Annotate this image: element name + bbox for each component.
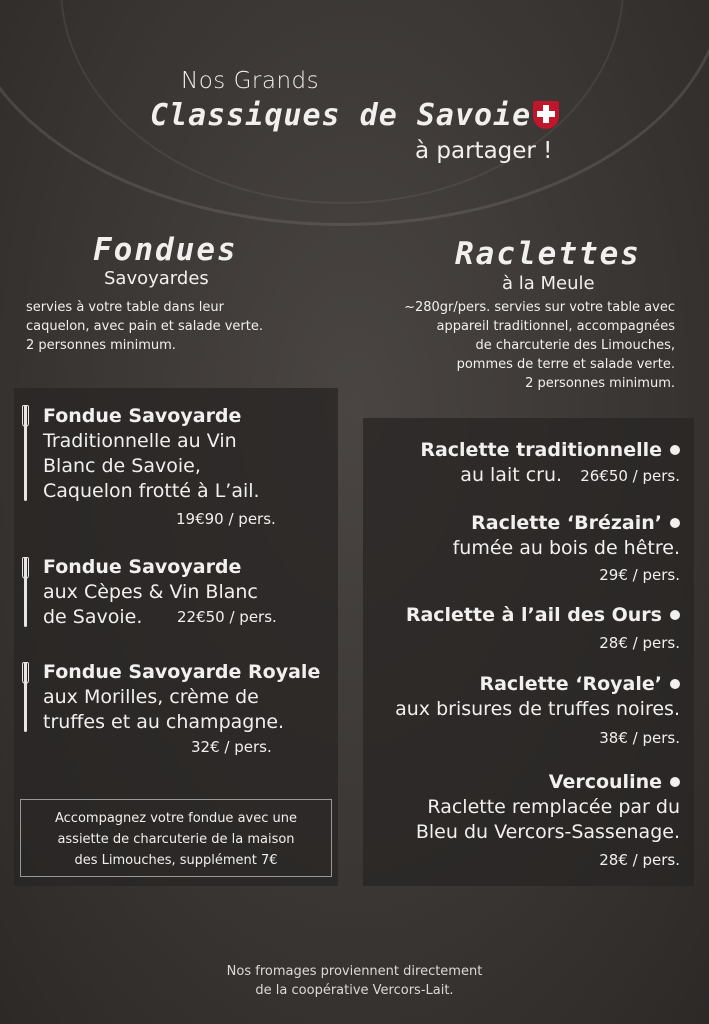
fork-icon: [24, 405, 27, 501]
raclette-item-desc: aux brisures de truffes noires.: [395, 698, 680, 720]
fondue-item-desc: aux Cèpes & Vin Blanc de Savoie.: [43, 581, 258, 628]
fork-icon: [24, 662, 27, 732]
raclette-item-1: [420, 438, 680, 489]
fondue-item-3: [43, 660, 338, 735]
header-title: Classiques de Savoie: [150, 98, 532, 133]
fondue-item-1: [43, 404, 333, 504]
fondues-subtitle: Savoyardes: [104, 268, 209, 289]
fondue-item-name: Fondue Savoyarde: [43, 405, 242, 427]
header-line3: à partager !: [415, 138, 553, 164]
fondue-item-price: 19€90 / pers.: [176, 510, 276, 528]
fondue-item-desc: Traditionnelle au Vin Blanc de Savoie, Caquelon frotté à L’ail.: [43, 430, 260, 502]
raclette-item-name: Raclette ‘Royale’: [479, 673, 662, 695]
bullet-dot-icon: [670, 610, 680, 620]
raclette-item-3: [406, 603, 680, 628]
fondue-item-name: Fondue Savoyarde Royale: [43, 661, 321, 683]
savoie-flag-icon: [533, 101, 559, 129]
bullet-dot-icon: [670, 445, 680, 455]
header-line1: Nos Grands: [181, 68, 320, 94]
bullet-dot-icon: [670, 518, 680, 528]
fondue-item-price: 22€50 / pers.: [177, 608, 277, 626]
fondues-title: Fondues: [93, 232, 238, 268]
raclette-item-name: Raclette traditionnelle: [420, 439, 662, 461]
fondue-item-desc: aux Morilles, crème de truffes et au champagne.: [43, 686, 285, 733]
bullet-dot-icon: [670, 679, 680, 689]
fondue-item-name: Fondue Savoyarde: [43, 556, 242, 578]
raclette-item-name: Raclette ‘Brézain’: [471, 512, 662, 534]
raclette-item-5: [416, 770, 680, 845]
footer-note: Nos fromages proviennent directement de la coopérative Vercors-Lait.: [226, 964, 483, 998]
fondues-intro: servies à votre table dans leur caquelon, avec pain et salade verte. 2 personnes minimum.: [26, 300, 264, 353]
raclette-item-price: 26€50 / pers.: [580, 467, 680, 485]
raclette-item-name: Vercouline: [548, 771, 662, 793]
raclette-item-price: 28€ / pers.: [599, 851, 680, 869]
raclette-item-price: 28€ / pers.: [599, 634, 680, 652]
raclette-item-price: 38€ / pers.: [599, 729, 680, 747]
raclette-item-price: 29€ / pers.: [599, 566, 680, 584]
charcuterie-note: Accompagnez votre fondue avec une assiette de charcuterie de la maison des Limouches, supplément 7€: [20, 799, 332, 877]
raclette-item-desc: au lait cru.: [460, 464, 563, 486]
fondue-item-price: 32€ / pers.: [191, 738, 272, 756]
raclette-item-desc: fumée au bois de hêtre.: [452, 537, 680, 559]
bullet-dot-icon: [670, 777, 680, 787]
raclette-item-2: [453, 511, 680, 561]
raclettes-subtitle: à la Meule: [502, 273, 595, 294]
raclette-item-name: Raclette à l’ail des Ours: [405, 604, 662, 626]
raclettes-intro: ~280gr/pers. servies sur votre table avec appareil traditionnel, accompagnées de charcuterie des Limouches, pommes de terre et salade verte. 2 personnes minimum.: [404, 300, 675, 391]
fork-icon: [24, 557, 27, 627]
raclette-item-desc: Raclette remplacée par du Bleu du Vercors-Sassenage.: [415, 796, 680, 843]
raclettes-title: Raclettes: [455, 236, 641, 272]
raclette-item-4: [395, 672, 680, 722]
